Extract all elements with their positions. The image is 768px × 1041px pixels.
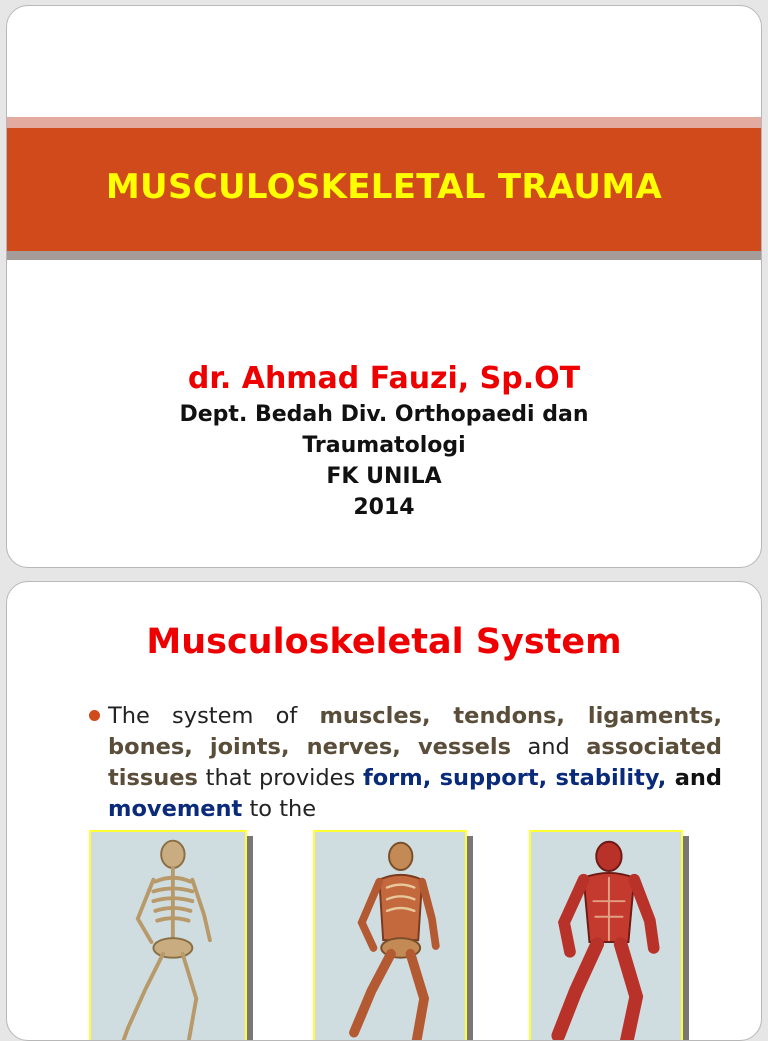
title-band [7,128,761,251]
bullet-paragraph [108,701,722,825]
skeleton-muscle-image [313,830,467,1041]
bullet-text-3: and [511,734,587,760]
structures-term: muscles, tendons, ligaments, bones, joints, nerves, vessels [108,703,722,760]
functions-term: form, support, stability, [362,765,667,791]
muscle-image [529,830,683,1041]
slide-title: MUSCULOSKELETAL TRAUMA [105,166,663,207]
skeleton-image [89,830,247,1041]
skeleton-muscle-figure-icon [315,832,465,1041]
institution: FK UNILA [326,464,442,489]
muscle-figure-icon [531,832,681,1041]
department-line-2: Traumatologi [302,433,466,458]
slide-heading: Musculoskeletal System [146,622,622,662]
title-band-top-stripe [7,117,761,128]
tissues-term: associated tissues [108,734,722,791]
bullet-text-5: that provides [197,765,363,791]
movement-term: movement [108,796,243,822]
author-block [7,359,761,523]
bullet-text-1: The system of [108,703,320,729]
title-band-bottom-stripe [7,251,761,260]
bullet-icon [89,710,100,721]
skeleton-figure-icon [91,832,245,1041]
bullet-text-9: to the [242,796,317,822]
title-slide [6,5,762,568]
bullet-text-7: and [666,765,722,791]
author-name: dr. Ahmad Fauzi, Sp.OT [187,361,581,396]
year: 2014 [353,495,415,520]
content-slide [6,581,762,1041]
department-line-1: Dept. Bedah Div. Orthopaedi dan [179,402,589,427]
